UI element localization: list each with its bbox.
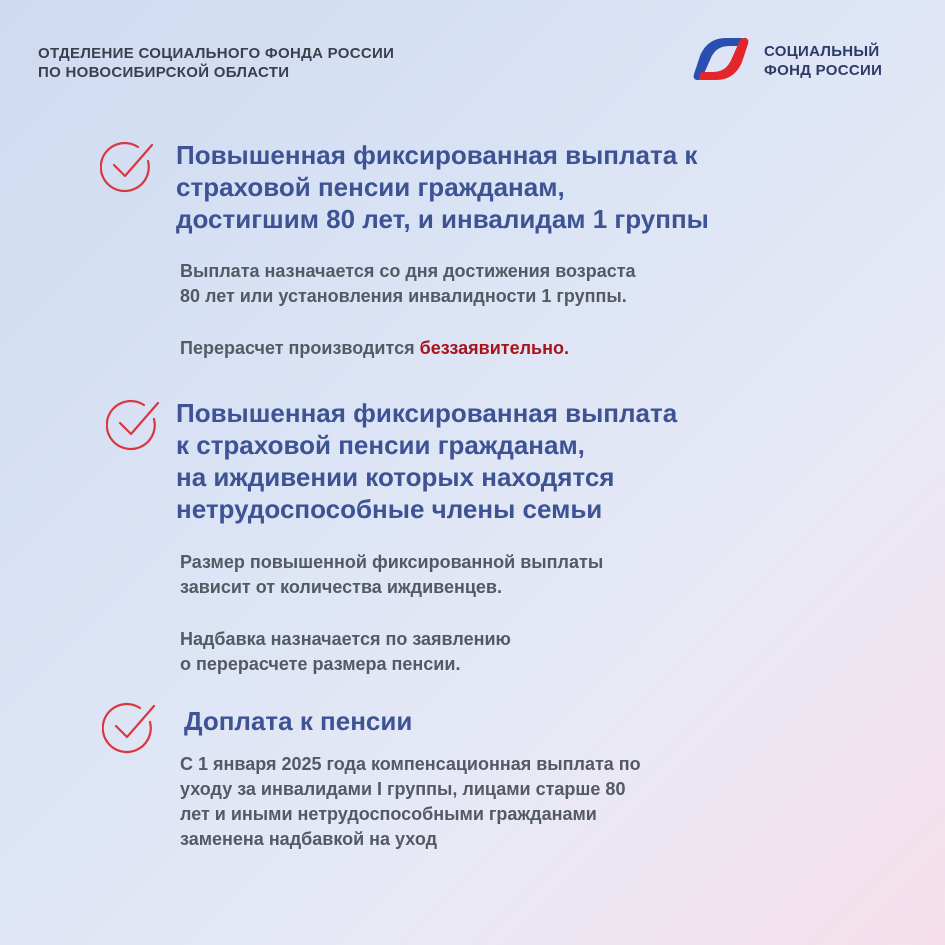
section-1-heading-line: страховой пенсии гражданам,: [176, 172, 565, 202]
section-2-paragraph-1-line: зависит от количества иждивенцев.: [180, 577, 502, 597]
section-2-heading-line: на иждивении которых находятся: [176, 462, 615, 492]
organization-name-line2: ПО НОВОСИБИРСКОЙ ОБЛАСТИ: [38, 64, 290, 81]
checkmark-circle-icon: [100, 139, 156, 195]
section-3-paragraph-1-line: заменена надбавкой на уход: [180, 829, 438, 849]
section-2-heading-line: Повышенная фиксированная выплата: [176, 398, 678, 428]
section-1-heading: [176, 139, 709, 235]
section-2-paragraph-2-line: о перерасчете размера пенсии.: [180, 654, 461, 674]
section-1-paragraph-2-text: Перерасчет производится: [180, 338, 420, 358]
section-3-paragraph-1-line: лет и иными нетрудоспособными гражданами: [180, 804, 597, 824]
section-1-paragraph-1-line: Выплата назначается со дня достижения возраста: [180, 261, 636, 281]
section-1-paragraph-1: [180, 259, 636, 309]
organization-name: [38, 44, 394, 82]
brand-name-line2: ФОНД РОССИИ: [764, 62, 883, 79]
section-2-paragraph-1-line: Размер повышенной фиксированной выплаты: [180, 552, 604, 572]
section-2-paragraph-2-line: Надбавка назначается по заявлению: [180, 629, 511, 649]
section-3-heading: [184, 705, 412, 737]
section-1-paragraph-1-line: 80 лет или установления инвалидности 1 группы.: [180, 286, 627, 306]
section-2-paragraph-2: [180, 627, 511, 677]
section-1-accent-word: беззаявительно: [419, 338, 564, 358]
checkmark-circle-icon: [102, 700, 158, 756]
section-3-paragraph-1-line: уходу за инвалидами I группы, лицами старше 80: [180, 779, 626, 799]
social-fund-logo-icon: [690, 34, 752, 84]
checkmark-circle-icon: [106, 397, 162, 453]
section-1-period: .: [563, 338, 569, 358]
section-1-paragraph-2: [180, 336, 569, 361]
section-3-paragraph-1: [180, 752, 641, 852]
section-2-heading-line: к страховой пенсии гражданам,: [176, 430, 585, 460]
section-1-heading-line: Повышенная фиксированная выплата к: [176, 140, 698, 170]
section-3-heading-line: Доплата к пенсии: [184, 706, 413, 736]
brand-name: [764, 42, 882, 80]
section-1-heading-line: достигшим 80 лет, и инвалидам 1 группы: [176, 204, 709, 234]
section-3-paragraph-1-line: С 1 января 2025 года компенсационная выплата по: [180, 754, 641, 774]
section-2-heading-line: нетрудоспособные члены семьи: [176, 494, 603, 524]
organization-name-line1: ОТДЕЛЕНИЕ СОЦИАЛЬНОГО ФОНДА РОССИИ: [38, 45, 395, 62]
section-2-paragraph-1: [180, 550, 603, 600]
brand-name-line1: СОЦИАЛЬНЫЙ: [764, 43, 880, 60]
section-2-heading: [176, 397, 677, 525]
